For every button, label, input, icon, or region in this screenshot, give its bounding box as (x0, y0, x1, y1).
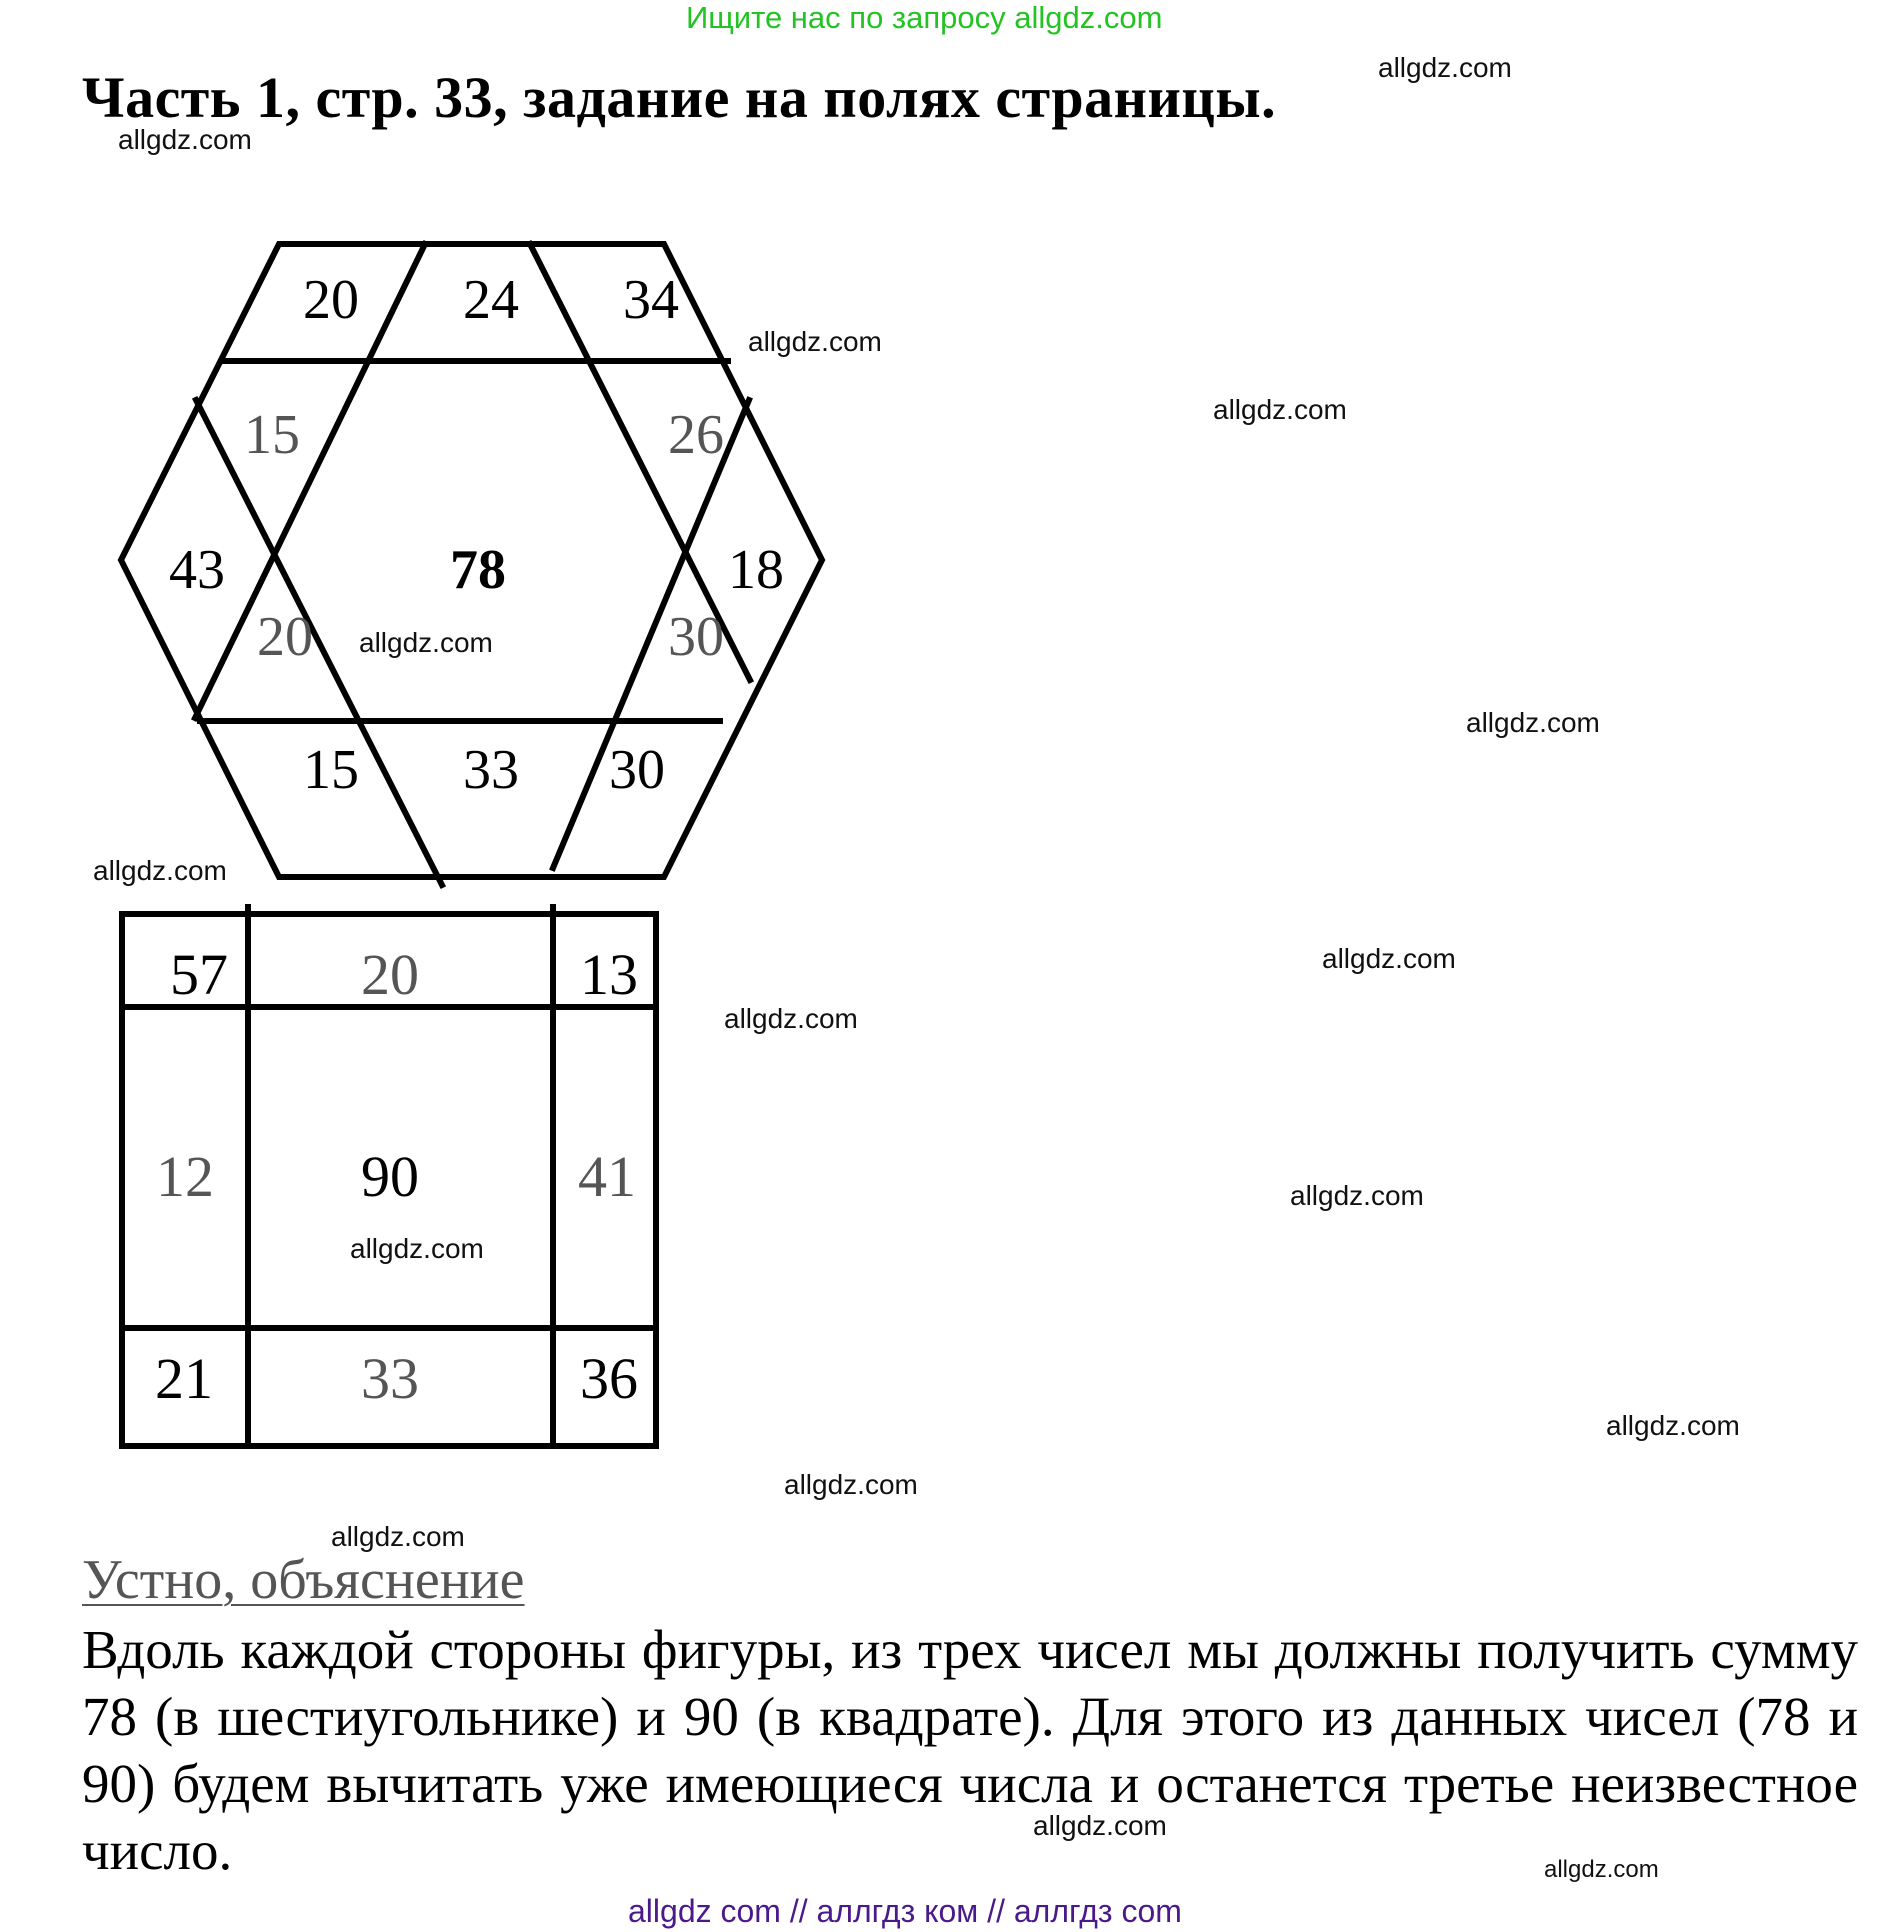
top-banner[interactable]: Ищите нас по запросу allgdz.com (686, 0, 1163, 35)
hex-center: 78 (450, 539, 506, 601)
hex-bottom-1: 15 (303, 739, 359, 801)
hex-left: 43 (169, 539, 225, 601)
watermark: allgdz.com (1544, 1856, 1659, 1883)
hex-lower-right: 30 (668, 606, 724, 668)
watermark: allgdz.com (1378, 52, 1512, 83)
sq-top-1: 57 (170, 942, 228, 1007)
sq-top-3: 13 (580, 942, 638, 1007)
hex-right: 18 (728, 539, 784, 601)
hex-top-3: 34 (623, 269, 679, 331)
hex-bottom-3: 30 (609, 739, 665, 801)
watermark: allgdz.com (724, 1003, 858, 1034)
hex-top-1: 20 (303, 269, 359, 331)
sq-center: 90 (361, 1144, 419, 1209)
watermark: allgdz.com (93, 855, 227, 886)
sq-mid-right: 41 (578, 1144, 636, 1209)
watermark: allgdz.com (1466, 707, 1600, 738)
sq-bottom-1: 21 (155, 1346, 213, 1411)
watermark: allgdz.com (748, 326, 882, 357)
watermark: allgdz.com (1033, 1810, 1167, 1841)
watermark: allgdz.com (784, 1469, 918, 1500)
watermark: allgdz.com (1290, 1180, 1424, 1211)
hex-upper-right: 26 (668, 404, 724, 466)
page-title: Часть 1, стр. 33, задание на полях страницы. (82, 65, 1277, 130)
explanation-paragraph: Вдоль каждой стороны фигуры, из трех чисел мы должны получить сумму 78 (в шестиугольнике) и 90 (в квадрате). Для этого из данных чисел (78 и 90) будем вычитать уже имеющиеся числа и останется третье неизвестное число. (82, 1619, 1858, 1881)
hex-bottom-2: 33 (463, 739, 519, 801)
sq-top-2: 20 (361, 942, 419, 1007)
hex-lower-left: 20 (257, 606, 313, 668)
sq-bottom-3: 36 (580, 1346, 638, 1411)
hex-upper-left: 15 (244, 404, 300, 466)
watermark: allgdz.com (1606, 1410, 1740, 1441)
subheading: Устно, объяснение (82, 1549, 525, 1611)
watermark: allgdz.com (1322, 943, 1456, 974)
watermark: allgdz.com (331, 1521, 465, 1552)
watermark: allgdz.com (359, 627, 493, 658)
footer-links[interactable]: allgdz com // аллгдз ком // аллгдз com (628, 1893, 1182, 1929)
watermark: allgdz.com (1213, 394, 1347, 425)
square-numbers (155, 942, 638, 1411)
sq-mid-left: 12 (156, 1144, 214, 1209)
watermark: allgdz.com (118, 124, 252, 155)
hex-top-2: 24 (463, 269, 519, 331)
watermark: allgdz.com (350, 1233, 484, 1264)
sq-bottom-2: 33 (361, 1346, 419, 1411)
